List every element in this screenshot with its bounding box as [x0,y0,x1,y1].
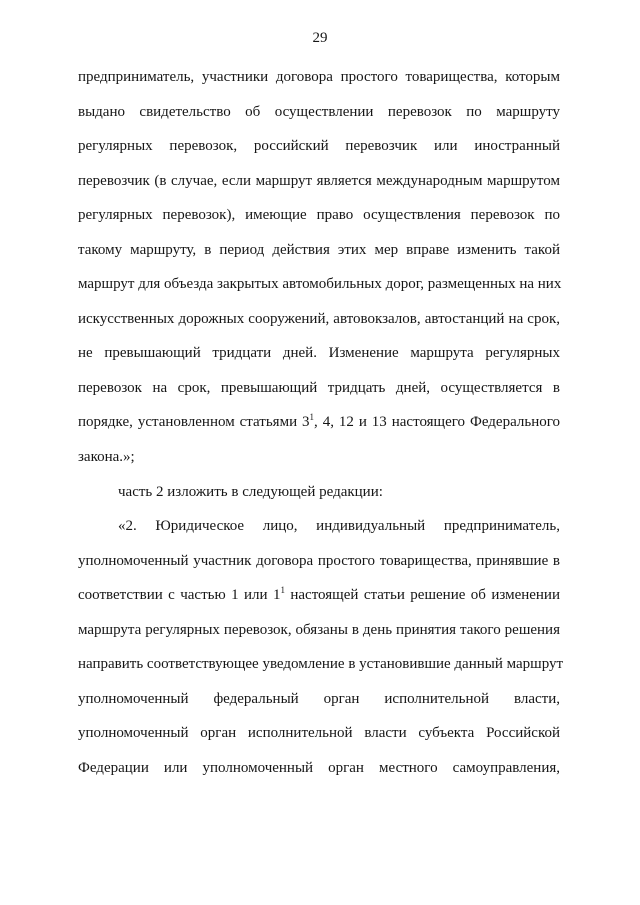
superscript: 1 [309,412,315,423]
text-line-with-superscript [78,578,560,613]
text-line: предприниматель, участники договора простого товарищества, которым [78,69,560,85]
text-line: уполномоченный орган исполнительной власти субъекта Российской [78,725,560,742]
text-segment: настоящей статьи решение об изменении [284,587,560,604]
superscript: 1 [280,585,285,596]
text-line-with-superscript [78,405,560,440]
text-line: перевозок на срок, превышающий тридцать дней, осуществляется в [78,379,560,396]
text-line: направить соответствующее уведомление в установившие данный маршрут [78,656,564,673]
text-segment: соответствии с частью 1 или 1 [78,587,281,604]
text-segment: порядке, установленном статьями 3 [78,414,310,431]
text-line: Федерации или уполномоченный орган местного самоуправления, [78,759,560,776]
text-line: регулярных перевозок, российский перевозчик или иностранный [78,138,560,155]
text-line: перевозчик (в случае, если маршрут является международным маршрутом [78,172,560,189]
text-line: регулярных перевозок), имеющие право осуществления перевозок по [78,207,560,224]
text-line: маршрута регулярных перевозок, обязаны в день принятия такого решения [78,621,560,638]
text-line: уполномоченный федеральный орган исполнительной власти, [78,690,560,707]
text-line: выдано свидетельство об осуществлении перевозок по маршруту [78,103,560,120]
text-line: «2. Юридическое лицо, индивидуальный предприниматель, [118,518,560,535]
text-segment: , 4, 12 и 13 настоящего Федерального [314,414,561,431]
text-line: уполномоченный участник договора простого товарищества, принявшие в [78,552,560,569]
text-line: закона.»; [78,449,135,466]
text-line: искусственных дорожных сооружений, автовокзалов, автостанций на срок, [78,310,560,327]
page-number: 29 [312,30,328,46]
text-line: маршрут для объезда закрытых автомобильных дорог, размещенных на них [78,276,562,293]
text-line: такому маршруту, в период действия этих мер вправе изменить такой [78,241,560,258]
text-line: не превышающий тридцати дней. Изменение маршрута регулярных [78,345,560,362]
text-line: часть 2 изложить в следующей редакции: [118,483,383,500]
document-body [78,60,564,785]
